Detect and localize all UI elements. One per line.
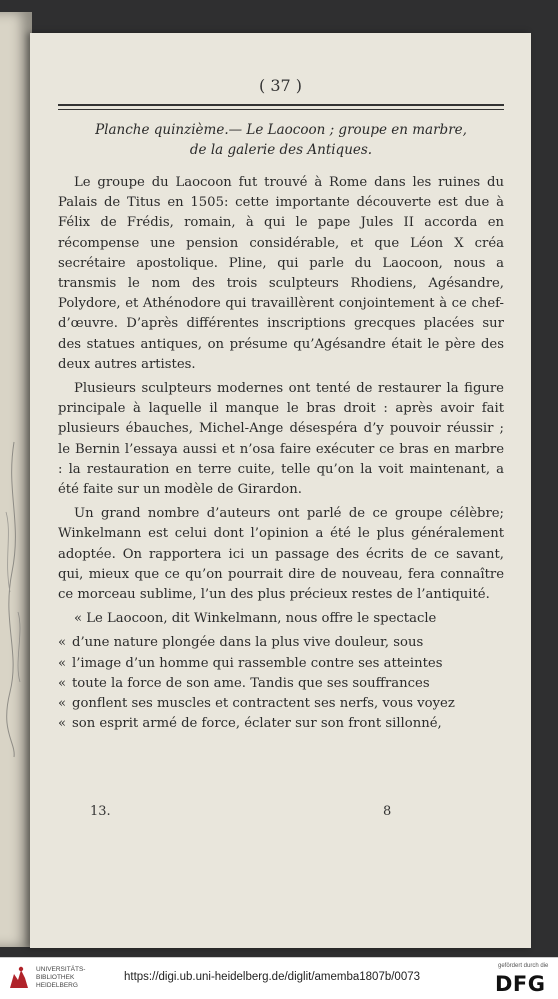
quote-line-text: toute la force de son ame. Tandis que ses souffrances: [72, 675, 430, 691]
quote-line: [58, 609, 504, 629]
library-name-line: HEIDELBERG: [36, 982, 78, 989]
quote-mark: «: [58, 716, 67, 732]
library-name-line: UNIVERSITÄTS-: [36, 966, 86, 973]
paragraph: Plusieurs sculpteurs modernes ont tenté de restaurer la figure principale à laquelle il manque le bras droit : après avoir fait plusieurs ébauches, Michel-Ange désespéra d’y pouvoir réussir ; le Bernin l’essaya aussi et n’osa faire exécuter ce bras en marbre : la restauration en terre cuite, telle qu’on la voit maintenant, a été faite sur un modèle de Girardon.: [58, 381, 504, 498]
plate-title: [58, 120, 504, 160]
permalink-url[interactable]: https://digi.ub.uni-heidelberg.de/diglit/amemba1807b/0073: [124, 971, 421, 983]
paragraph: Le groupe du Laocoon fut trouvé à Rome dans les ruines du Palais de Titus en 1505: cette importante découverte est due à Félix de Frédis, romain, à qui le pape Jules II accorda en récompense une pension considérable, et que Léon X créa secrétaire apostolique. Pline, qui parle du Laocoon, nous a transmis le nom des trois sculpteurs Rhodiens, Agésandre, Polydore, et Athénodore qui travaillèrent conjointement à ce chef-d’œuvre. D’après différentes inscriptions grecques placées sur des statues antiques, on présume qu’Agésandre était le père des deux autres artistes.: [58, 175, 504, 372]
sheet-number: 8: [383, 804, 392, 819]
quote-mark: «: [74, 611, 83, 627]
quote-mark: «: [58, 635, 67, 651]
quote-line: [58, 654, 504, 674]
quote-line-text: Le Laocoon, dit Winkelmann, nous offre le spectacle: [86, 611, 437, 627]
heidelberg-lion-icon[interactable]: [6, 964, 32, 992]
plate-title-line1: Planche quinzième.— Le Laocoon ; groupe en marbre,: [95, 122, 467, 138]
quote-line-text: l’image d’un homme qui rassemble contre ses atteintes: [72, 655, 443, 671]
quote-line-text: d’une nature plongée dans la plus vive douleur, sous: [72, 635, 424, 651]
signature-mark: 13.: [90, 804, 111, 819]
body-text: [58, 173, 504, 734]
quote-line: [58, 694, 504, 714]
previous-page-edge: [0, 12, 32, 947]
quotation: [58, 609, 504, 734]
quote-line: [58, 674, 504, 694]
funding-note: gefördert durch die: [498, 963, 549, 969]
engraving-sketch-icon: [2, 432, 26, 762]
page-number: ( 37 ): [258, 76, 302, 95]
book-page: [30, 33, 531, 948]
quote-line: [58, 714, 504, 734]
quote-line: [58, 633, 504, 653]
quote-mark: «: [58, 655, 67, 671]
plate-title-line2: de la galerie des Antiques.: [189, 142, 373, 158]
library-name[interactable]: [36, 966, 85, 990]
dfg-logo[interactable]: DFG: [495, 972, 546, 996]
header-rule-thin: [58, 109, 504, 110]
quote-line-text: gonflent ses muscles et contractent ses nerfs, vous voyez: [72, 696, 455, 712]
quote-mark: «: [58, 675, 67, 691]
quote-line-text: son esprit armé de force, éclater sur son front sillonné,: [72, 716, 442, 732]
footer-bar: [0, 957, 558, 999]
quote-mark: «: [58, 696, 67, 712]
library-name-line: BIBLIOTHEK: [36, 974, 75, 981]
paragraph: Un grand nombre d’auteurs ont parlé de ce groupe célèbre; Winkelmann est celui dont l’opinion a été le plus généralement adoptée. On rapportera ici un passage des écrits de ce savant, qui, mieux que ce qu’on pourrait dire de nouveau, fera connaître ce morceau sublime, l’un des plus précieux restes de l’antiquité.: [58, 506, 504, 603]
header-rule-thick: [58, 104, 504, 106]
